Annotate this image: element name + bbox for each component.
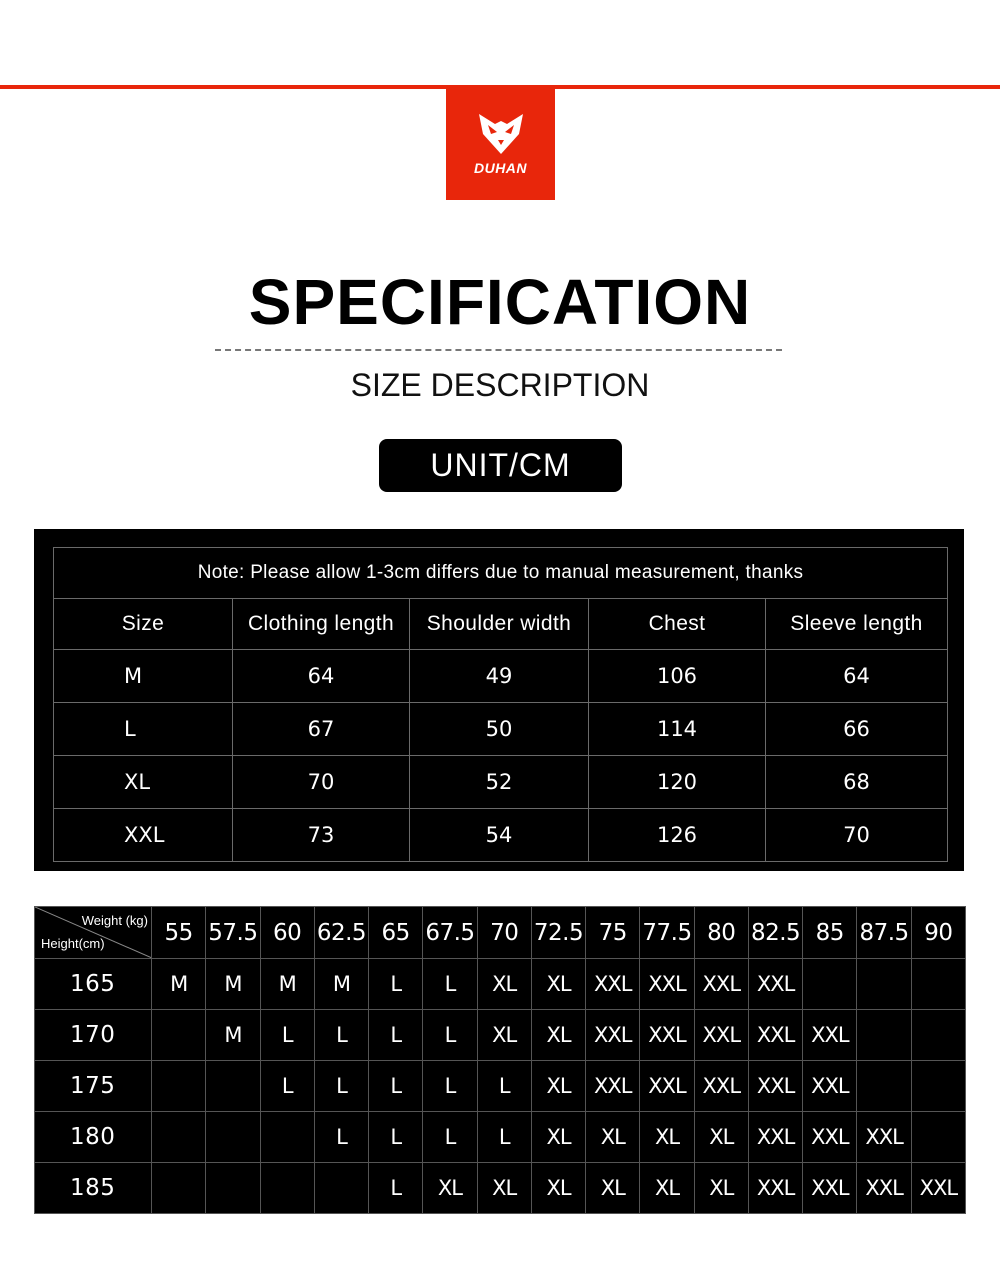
size-cell: XXL [586,1010,640,1061]
weight-header: 72.5 [531,907,585,959]
size-cell: L [369,959,423,1010]
weight-header: 67.5 [423,907,477,959]
size-cell [911,1010,965,1061]
size-cell: XL [586,1112,640,1163]
table-row [54,809,948,862]
weight-header: 62.5 [314,907,368,959]
size-cell: XXL [586,1061,640,1112]
weight-header: 60 [260,907,314,959]
size-cell: M [260,959,314,1010]
size-cell: XL [694,1163,748,1214]
size-label: L [54,703,233,756]
size-cell [857,959,911,1010]
size-cell: L [477,1112,531,1163]
size-cell: L [314,1010,368,1061]
size-cell: XXL [857,1112,911,1163]
size-cell: XL [477,959,531,1010]
size-cell: XXL [748,1061,802,1112]
column-header: Chest [589,599,766,650]
size-cell [152,1061,206,1112]
size-cell [206,1061,260,1112]
size-cell: XXL [694,959,748,1010]
header-row [54,599,948,650]
size-cell: XXL [694,1010,748,1061]
size-cell: XXL [857,1163,911,1214]
size-cell [911,1061,965,1112]
size-cell: XXL [748,1163,802,1214]
weight-header: 70 [477,907,531,959]
column-header: Clothing length [233,599,410,650]
measurement-cell: 64 [233,650,410,703]
weight-header: 87.5 [857,907,911,959]
size-cell: XXL [803,1061,857,1112]
measurement-cell: 120 [589,756,766,809]
size-cell: XL [477,1163,531,1214]
weight-header: 90 [911,907,965,959]
measurement-cell: 52 [410,756,589,809]
size-cell: XXL [803,1112,857,1163]
size-cell: L [314,1112,368,1163]
table-row [35,959,966,1010]
weight-header: 82.5 [748,907,802,959]
note-row [54,548,948,599]
column-header: Size [54,599,233,650]
size-cell: XXL [586,959,640,1010]
size-cell [260,1163,314,1214]
size-cell: L [314,1061,368,1112]
size-cell: XL [586,1163,640,1214]
size-cell [314,1163,368,1214]
table-row [54,703,948,756]
size-cell [152,1112,206,1163]
measurement-cell: 114 [589,703,766,756]
size-cell: XXL [748,1112,802,1163]
size-label: XXL [54,809,233,862]
size-label: M [54,650,233,703]
weight-header: 65 [369,907,423,959]
height-axis-label: Height(cm) [41,936,105,951]
weight-axis-label: Weight (kg) [81,913,148,928]
size-cell: XL [640,1163,694,1214]
measurement-note: Note: Please allow 1-3cm differs due to manual measurement, thanks [54,548,948,599]
column-header: Sleeve length [766,599,948,650]
table-row [54,650,948,703]
measurement-cell: 106 [589,650,766,703]
size-cell: XXL [694,1061,748,1112]
size-cell [206,1112,260,1163]
corner-cell [35,907,152,959]
size-cell: L [423,1112,477,1163]
size-cell [911,1112,965,1163]
measurement-cell: 67 [233,703,410,756]
height-label: 180 [35,1112,152,1163]
weight-header: 55 [152,907,206,959]
weight-header: 57.5 [206,907,260,959]
size-cell: M [206,1010,260,1061]
size-cell: L [423,1061,477,1112]
brand-logo [446,88,555,200]
page-subtitle: SIZE DESCRIPTION [350,367,650,403]
size-cell [152,1163,206,1214]
size-cell: XXL [640,1010,694,1061]
size-cell: XXL [748,959,802,1010]
weight-header: 77.5 [640,907,694,959]
size-cell: M [152,959,206,1010]
table-row [35,1010,966,1061]
size-cell: XL [640,1112,694,1163]
size-cell: XL [694,1112,748,1163]
size-cell: L [369,1010,423,1061]
size-cell: M [206,959,260,1010]
size-cell: L [369,1061,423,1112]
size-cell: XL [531,1112,585,1163]
measurement-cell: 70 [766,809,948,862]
size-cell [911,959,965,1010]
table-row [35,1163,966,1214]
measurement-cell: 126 [589,809,766,862]
size-cell: XXL [748,1010,802,1061]
size-cell: XL [531,959,585,1010]
size-cell [206,1163,260,1214]
fox-head-icon [476,112,526,156]
size-cell: XXL [911,1163,965,1214]
size-cell [803,959,857,1010]
measurement-cell: 64 [766,650,948,703]
measurement-cell: 73 [233,809,410,862]
brand-name: DUHAN [473,160,528,176]
size-cell: L [423,1010,477,1061]
height-label: 165 [35,959,152,1010]
dashed-divider [215,349,782,351]
size-cell: L [260,1061,314,1112]
size-cell: XXL [803,1010,857,1061]
height-label: 175 [35,1061,152,1112]
measurement-cell: 54 [410,809,589,862]
size-cell: L [369,1112,423,1163]
size-label: XL [54,756,233,809]
measurement-cell: 50 [410,703,589,756]
height-label: 170 [35,1010,152,1061]
size-cell: XXL [640,1061,694,1112]
weight-header: 75 [586,907,640,959]
unit-badge: UNIT/CM [379,439,622,492]
size-cell [857,1061,911,1112]
size-cell: XL [423,1163,477,1214]
size-cell [857,1010,911,1061]
size-cell: L [369,1163,423,1214]
size-cell: L [423,959,477,1010]
size-cell: L [477,1061,531,1112]
size-cell: XL [531,1163,585,1214]
measurement-cell: 49 [410,650,589,703]
height-label: 185 [35,1163,152,1214]
table-row [35,1112,966,1163]
size-cell: XL [531,1010,585,1061]
size-table-panel [34,529,964,871]
size-cell: XL [531,1061,585,1112]
measurement-cell: 70 [233,756,410,809]
weight-header: 80 [694,907,748,959]
page-title: SPECIFICATION [248,266,752,338]
table-row [54,756,948,809]
measurement-cell: 66 [766,703,948,756]
weight-header-row [35,907,966,959]
size-fit-table [34,906,966,1214]
size-cell: XXL [803,1163,857,1214]
size-cell [152,1010,206,1061]
column-header: Shoulder width [410,599,589,650]
size-cell: M [314,959,368,1010]
size-cell: L [260,1010,314,1061]
weight-header: 85 [803,907,857,959]
size-cell: XL [477,1010,531,1061]
size-cell [260,1112,314,1163]
size-cell: XXL [640,959,694,1010]
size-table [53,547,948,862]
measurement-cell: 68 [766,756,948,809]
table-row [35,1061,966,1112]
